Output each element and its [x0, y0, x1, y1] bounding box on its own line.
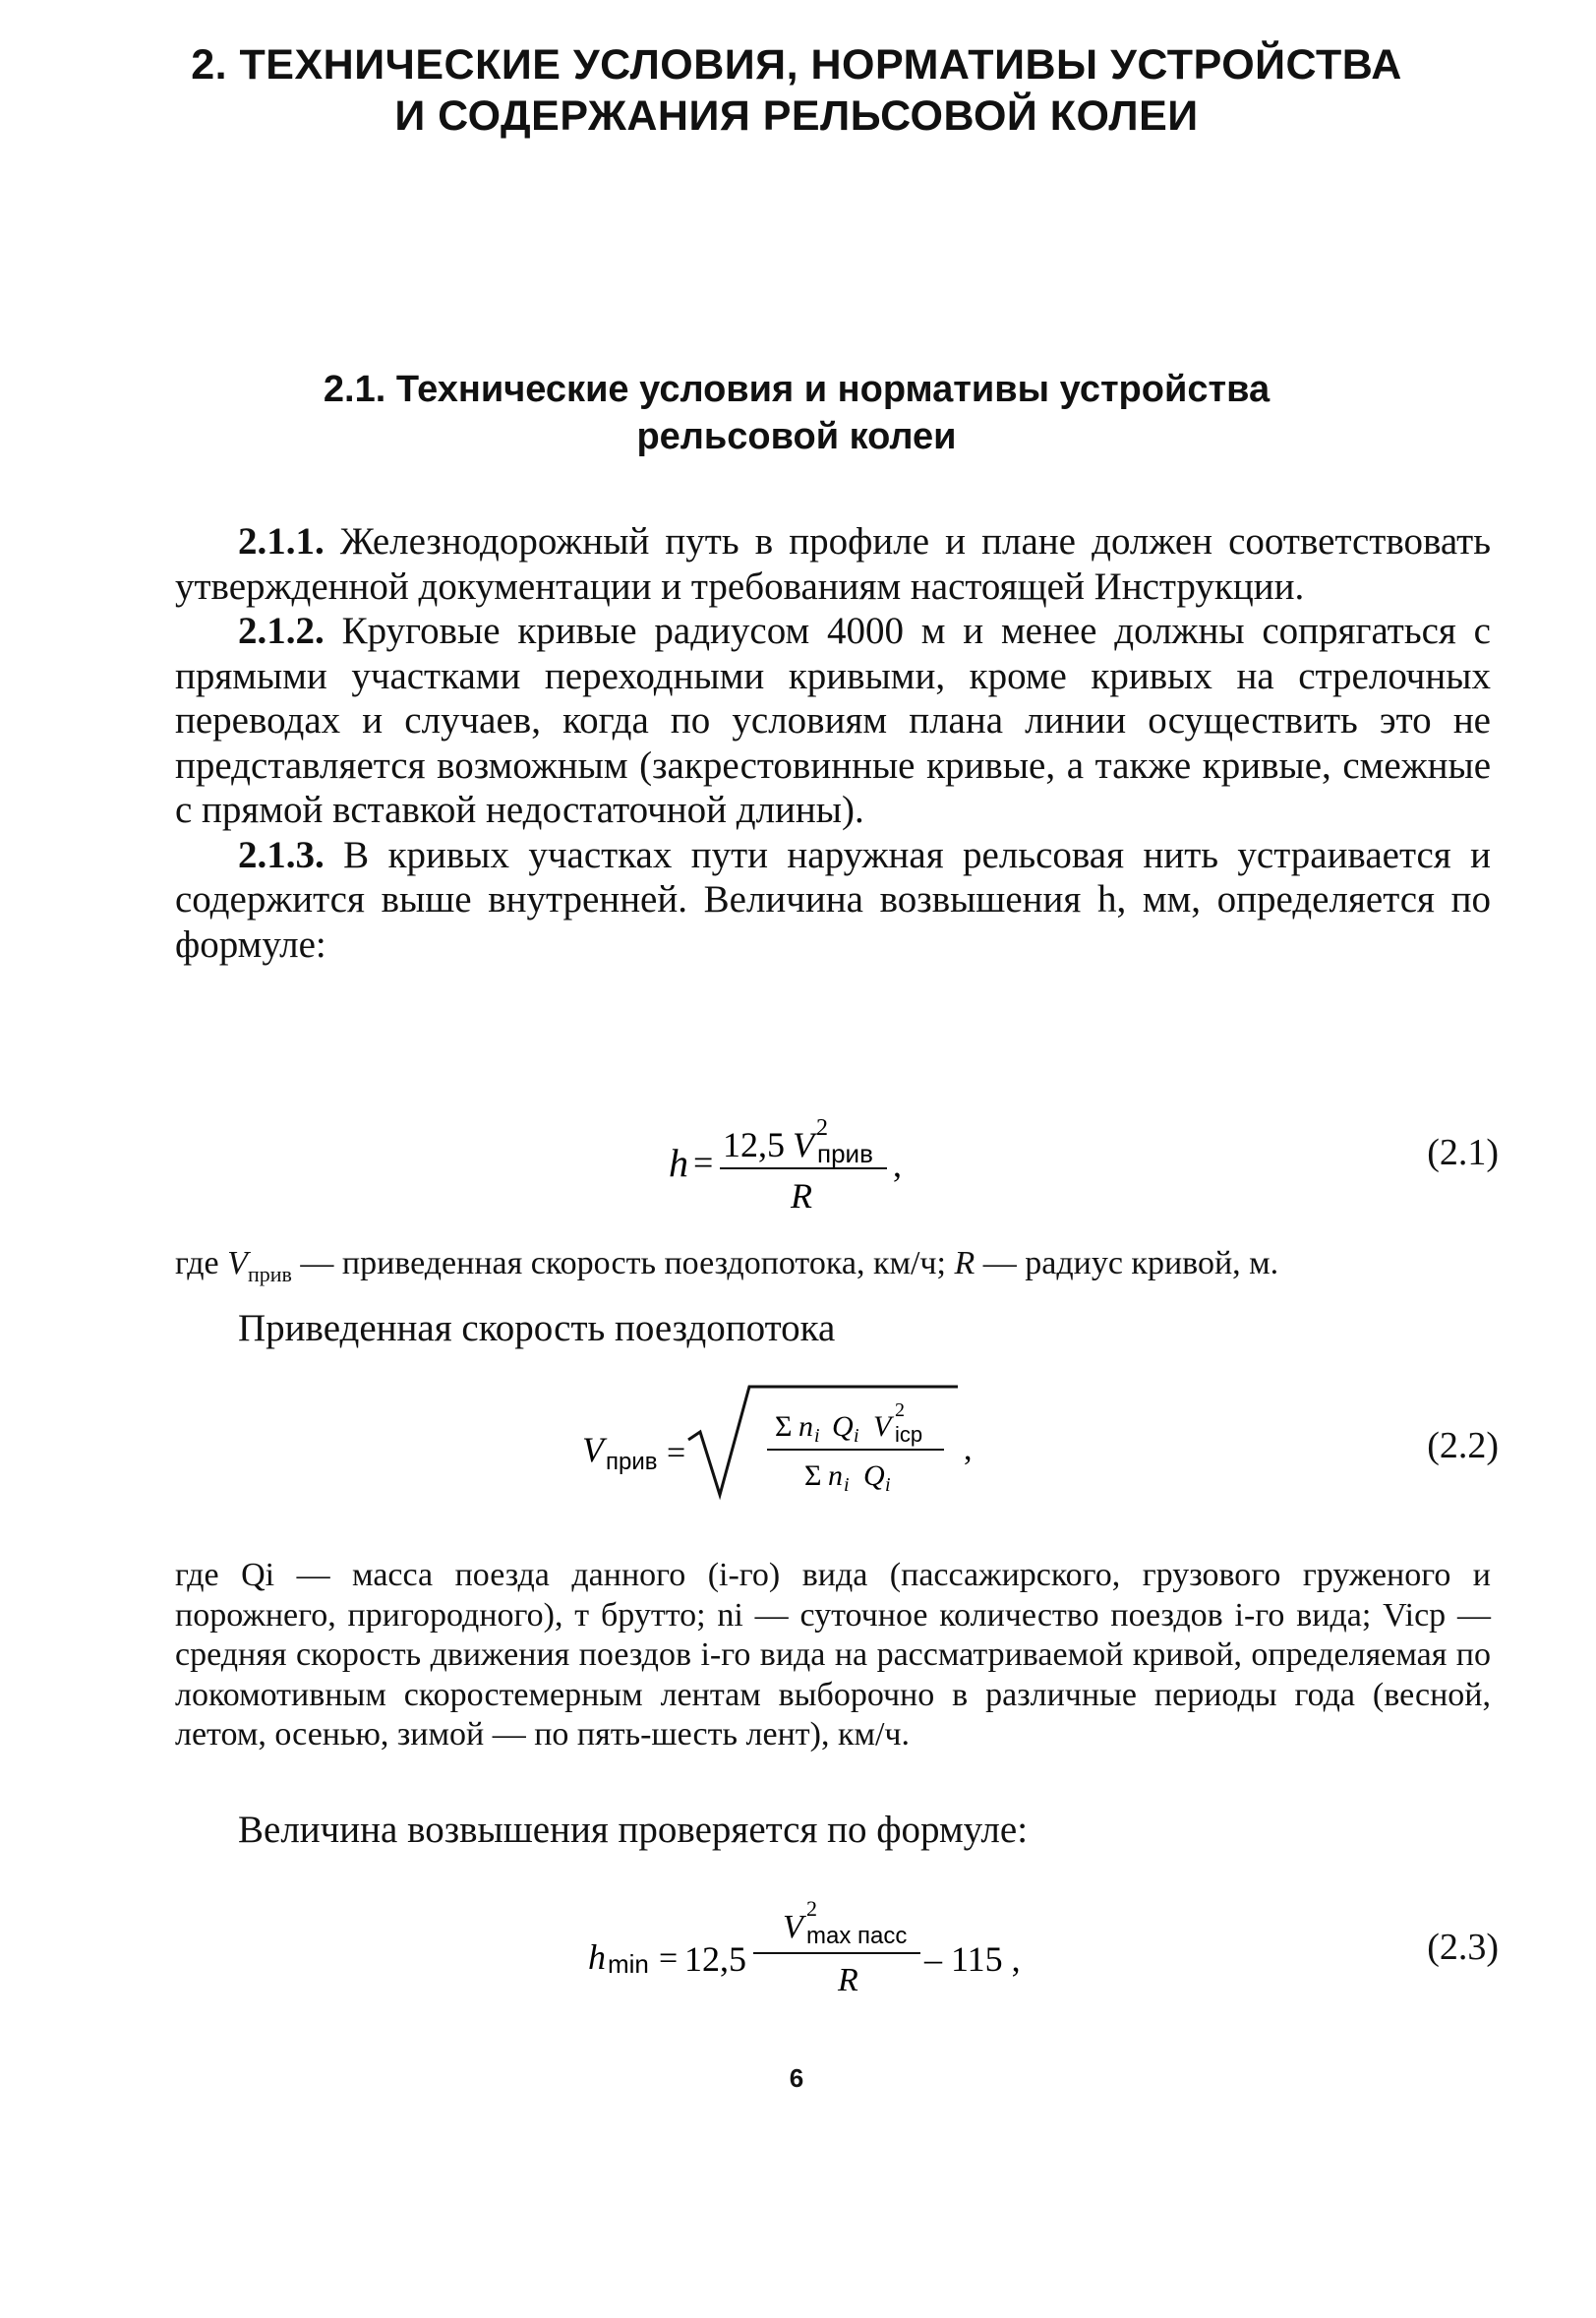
formula-n: n	[798, 1410, 813, 1443]
section-title	[177, 366, 1416, 460]
page-number: 6	[789, 2063, 804, 2093]
formula-den-n: n	[828, 1459, 843, 1492]
formula-tail: – 115 ,	[924, 1939, 1021, 1979]
where-prefix: где	[175, 1245, 219, 1281]
formula-denominator: R	[791, 1176, 812, 1216]
where-velocity: V	[227, 1245, 248, 1281]
formula-exponent: 2	[816, 1115, 828, 1141]
formula-v-subscript: icp	[895, 1422, 923, 1447]
formula-denominator: R	[838, 1962, 858, 1998]
where-block-1	[175, 1244, 1491, 1294]
formula-v-exponent: 2	[895, 1399, 905, 1421]
paragraph-number: 2.1.2.	[238, 610, 325, 652]
formula-sigma: Σ	[775, 1410, 793, 1443]
formula-subscript: прив	[817, 1139, 873, 1168]
paragraph-text: В кривых участках пути наружная рельсовая нить устраивается и содержится выше внутренней. Величина возвышения h, мм, определяется по формуле:	[175, 833, 1491, 966]
formula-den-q: Q	[863, 1459, 885, 1492]
formula-q: Q	[832, 1410, 854, 1443]
formula-equals: =	[667, 1435, 686, 1471]
formula-subscript: max пасс	[806, 1923, 908, 1949]
formula-lhs-velocity: V	[582, 1430, 604, 1469]
where-text-1: — приведенная скорость поездопотока, км/ч;	[291, 1245, 955, 1281]
formula-2-2	[492, 1375, 1042, 1513]
formula-comma: ,	[964, 1431, 973, 1467]
formula-den-n-subscript: i	[844, 1474, 850, 1496]
where-radius: R	[954, 1245, 975, 1281]
formula-coefficient: 12,5	[723, 1125, 785, 1164]
formula-equals: =	[693, 1143, 714, 1182]
formula-n-subscript: i	[814, 1425, 820, 1447]
intro-formula-2-2: Приведенная скорость поездопотока	[238, 1307, 836, 1349]
main-text	[175, 519, 1491, 967]
formula-velocity: V	[783, 1909, 803, 1945]
formula-lhs: h	[669, 1141, 688, 1185]
formula-den-q-subscript: i	[885, 1474, 891, 1496]
equation-number-2-2: (2.2)	[1427, 1425, 1499, 1466]
paragraph-text: Круговые кривые радиусом 4000 м и менее должны сопрягаться с прямыми участками переходными кривыми, кроме кривых на стрелочных переводах и случаев, когда по условиям плана линии осуществить это не представляется возможным (закрестовинные кривые, а также кривые, смежные с прямой вставкой недостаточной длины).	[175, 610, 1491, 831]
formula-2-1	[492, 1090, 1042, 1227]
where-text-2: — радиус кривой, м.	[975, 1245, 1279, 1281]
where-block-2: где Qi — масса поезда данного (i-го) вида (пассажирского, грузового груженого и порожнего, пригородного), т брутто; ni — суточное количество поездов i-го вида; Vicp — средняя скорость движения поездов i-го вида на рассматриваемой кривой, определяемая по локомотивным скоростемерным лентам выборочно в различные периоды года (весной, летом, осенью, зимой — по пять-шесть лент), км/ч.	[175, 1557, 1491, 1753]
formula-equals: =	[659, 1940, 679, 1977]
formula-lhs-subscript: min	[608, 1949, 649, 1979]
formula-comma: ,	[893, 1145, 902, 1184]
chapter-title	[177, 39, 1416, 142]
formula-velocity: V	[793, 1125, 814, 1164]
formula-v: V	[873, 1410, 892, 1443]
intro-formula-2-3: Величина возвышения проверяется по формуле:	[238, 1809, 1029, 1851]
formula-den-sigma: Σ	[804, 1459, 822, 1492]
where-velocity-subscript: прив	[247, 1261, 292, 1286]
chapter-title-line-2: И СОДЕРЖАНИЯ РЕЛЬСОВОЙ КОЛЕИ	[394, 92, 1199, 140]
formula-coefficient: 12,5	[684, 1939, 746, 1979]
section-title-line-1: 2.1. Технические условия и нормативы устройства	[323, 369, 1271, 410]
paragraph-2-1-2	[175, 609, 1491, 833]
formula-exponent: 2	[806, 1896, 817, 1921]
section-title-line-2: рельсовой колеи	[636, 416, 957, 457]
paragraph-2-1-3	[175, 833, 1491, 968]
formula-q-subscript: i	[854, 1425, 859, 1447]
formula-lhs: h	[588, 1937, 606, 1977]
paragraph-2-1-1	[175, 519, 1491, 609]
paragraph-number: 2.1.3.	[238, 833, 325, 876]
paragraph-text: Железнодорожный путь в профиле и плане должен соответствовать утвержденной документации и требованиям настоящей Инструкции.	[175, 520, 1492, 608]
formula-2-3	[492, 1876, 1042, 2014]
equation-number-2-3: (2.3)	[1427, 1927, 1499, 1968]
formula-lhs-subscript: прив	[606, 1449, 658, 1475]
chapter-title-line-1: 2. ТЕХНИЧЕСКИЕ УСЛОВИЯ, НОРМАТИВЫ УСТРОЙСТВА	[191, 41, 1402, 89]
paragraph-number: 2.1.1.	[238, 520, 325, 563]
equation-number-2-1: (2.1)	[1427, 1132, 1499, 1173]
